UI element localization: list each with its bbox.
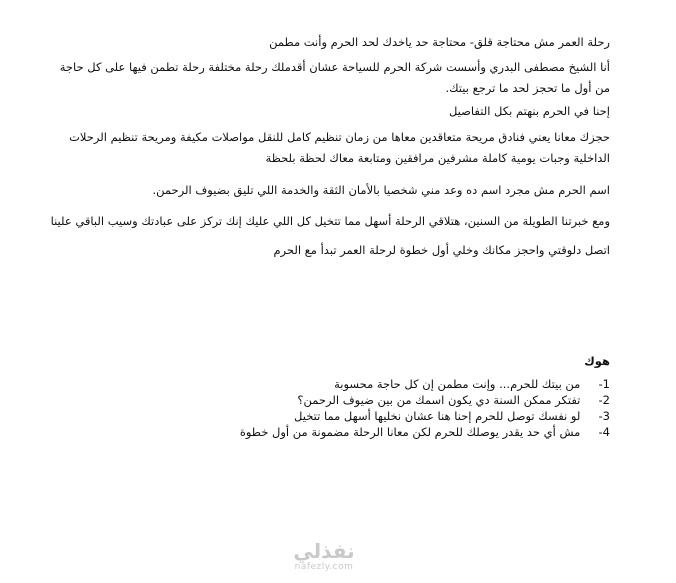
hooks-title: هوك	[584, 354, 610, 368]
list-item-text: من بيتك للحرم... وإنت مطمن إن كل حاجة محسوبة	[334, 377, 581, 391]
list-item-number: 4-	[598, 425, 610, 439]
list-item	[240, 424, 610, 440]
paragraph-intro: رحلة العمر مش محتاجة قلق- محتاجة حد ياخدك لحد الحرم وأنت مطمن	[269, 35, 610, 49]
paragraph-experience: ومع خبرتنا الطويلة من السنين، هتلاقي الرحلة أسهل مما تتخيل كل اللي عليك إنك تركز على عبادتك وسيب الباقي علينا	[50, 214, 610, 228]
list-item-text: تفتكر ممكن السنة دي يكون اسمك من بين ضيوف الرحمن؟	[297, 393, 581, 407]
list-item-number: 2-	[598, 393, 610, 407]
paragraph-services: حجزك معانا يعني فنادق مريحة متعاقدين معاها من زمان تنظيم كامل للنقل مواصلات مكيفة ومريحة تنظيم الرحلات الداخلية وجبات يومية كاملة مشرفين مرافقين ومتابعة معاك لحظة بلحظة	[69, 130, 610, 165]
list-item	[240, 408, 610, 424]
list-item	[240, 392, 610, 408]
list-item	[240, 376, 610, 392]
paragraph-promise: اسم الحرم مش مجرد اسم ده وعد مني شخصيا بالأمان الثقة والخدمة اللي تليق بضيوف الرحمن.	[152, 183, 610, 197]
nafezly-watermark	[293, 540, 355, 580]
list-item-text: لو نفسك توصل للحرم إحنا هنا عشان نخليها أسهل مما تتخيل	[294, 409, 581, 423]
list-item-text: مش أي حد يقدر يوصلك للحرم لكن معانا الرحلة مضمونة من أول خطوة	[239, 425, 581, 439]
paragraph-details-heading: إحنا في الحرم بنهتم بكل التفاصيل	[448, 104, 610, 118]
list-item-number: 3-	[598, 409, 610, 423]
hooks-list	[240, 376, 610, 440]
paragraph-founder: أنا الشيخ مصطفى البدري وأسست شركة الحرم للسياحة عشان أقدملك رحلة مختلفة رحلة تطمن فيها على كل حاجة من أول ما تحجز لحد ما ترجع بيتك.	[59, 60, 610, 95]
watermark-logo-text: نفذلي	[293, 539, 355, 563]
paragraph-call-to-action: اتصل دلوقتي واحجز مكانك وخلي أول خطوة لرحلة العمر تبدأ مع الحرم	[273, 243, 610, 257]
watermark-url: nafezly.com	[294, 562, 354, 572]
list-item-number: 1-	[598, 377, 610, 391]
